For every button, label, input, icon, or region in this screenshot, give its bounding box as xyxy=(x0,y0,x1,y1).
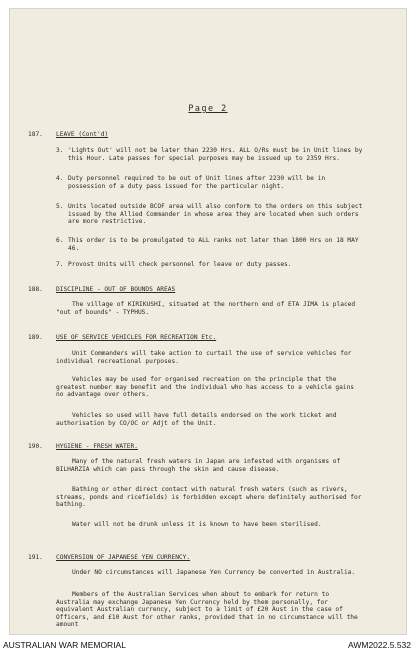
paragraph-number: 6. xyxy=(56,237,64,244)
footer-institution: AUSTRALIAN WAR MEMORIAL xyxy=(3,640,126,650)
section-heading: HYGIENE - FRESH WATER. xyxy=(56,443,138,450)
section-number: 189. xyxy=(28,334,43,341)
paragraph-text: This order is to be promulgated to ALL ranks not later than 1800 Hrs on 18 MAY 46. xyxy=(68,237,359,252)
paragraph-text: Many of the natural fresh waters in Japan are infested with organisms of BILHARZIA which can pass through the skin and cause disease. xyxy=(56,458,341,473)
paragraph-text: Under NO circumstances will Japanese Yen Currency be converted in Australia. xyxy=(72,569,356,576)
paragraph-text: Water will not be drunk unless it is known to have been sterilised. xyxy=(72,521,322,528)
paragraph-number: 4. xyxy=(56,175,64,182)
paragraph-text: The village of KIRIKUSHI, situated at the northern end of ETA JIMA is placed "out of bounds" - TYPHUS. xyxy=(56,301,356,316)
page-header: Page 2 xyxy=(188,103,228,113)
paragraph-text: Bathing or other direct contact with natural fresh waters (such as rivers, streams, ponds and ricefields) is forbidden except where definitely authorised for bathing. xyxy=(56,486,362,509)
section-number: 190. xyxy=(28,443,43,450)
footer-bar xyxy=(0,637,415,653)
paragraph-text: Unit Commanders will take action to curtail the use of service vehicles for individual recreational purposes. xyxy=(56,350,352,365)
section-heading: LEAVE (Cont'd) xyxy=(56,131,109,138)
paragraph-text: Vehicles so used will have full details endorsed on the work ticket and authorisation by CO/OC or Adjt of the Unit. xyxy=(56,412,337,427)
section-heading: CONVERSION OF JAPANESE YEN CURRENCY. xyxy=(56,554,191,561)
paragraph-text: 'Lights Out' will not be later than 2230 Hrs. ALL O/Rs must be in Unit lines by this Hour. Late passes for special purposes may be issued up to 2359 Hrs. xyxy=(68,147,363,162)
footer-accession-number: AWM2022.5.532 xyxy=(348,640,411,650)
document-page xyxy=(9,8,407,635)
paragraph-text: Duty personnel required to be out of Unit lines after 2230 will be in possession of a duty pass issued for the particular night. xyxy=(68,175,326,190)
section-heading: USE OF SERVICE VEHICLES FOR RECREATION Etc. xyxy=(56,334,217,341)
paragraph-text: Vehicles may be used for organised recreation on the principle that the greatest number may benefit and the individual who has access to a vehicle gains no advantage over others. xyxy=(56,376,355,399)
paragraph-number: 3. xyxy=(56,147,64,154)
paragraph-text: Members of the Australian Services when about to embark for return to Australia may exchange Japanese Yen Currency held by them personally, for equivalent Australian currency, subject to a limit of £20 Aust in the case of Officers, and £10 Aust for other ranks, provided that in no circumstance will the amount xyxy=(56,591,358,629)
paragraph-text: Units located outside BCOF area will also conform to the orders on this subject issued by the Allied Commander in whose area they are located when such orders are more restrictive. xyxy=(68,203,363,226)
section-number: 187. xyxy=(28,131,43,138)
section-heading: DISCIPLINE - OUT OF BOUNDS AREAS xyxy=(56,286,176,293)
section-number: 191. xyxy=(28,554,43,561)
paragraph-number: 5. xyxy=(56,203,64,210)
section-number: 188. xyxy=(28,286,43,293)
paragraph-number: 7. xyxy=(56,261,64,268)
paragraph-text: Provost Units will check personnel for leave or duty passes. xyxy=(68,261,292,268)
